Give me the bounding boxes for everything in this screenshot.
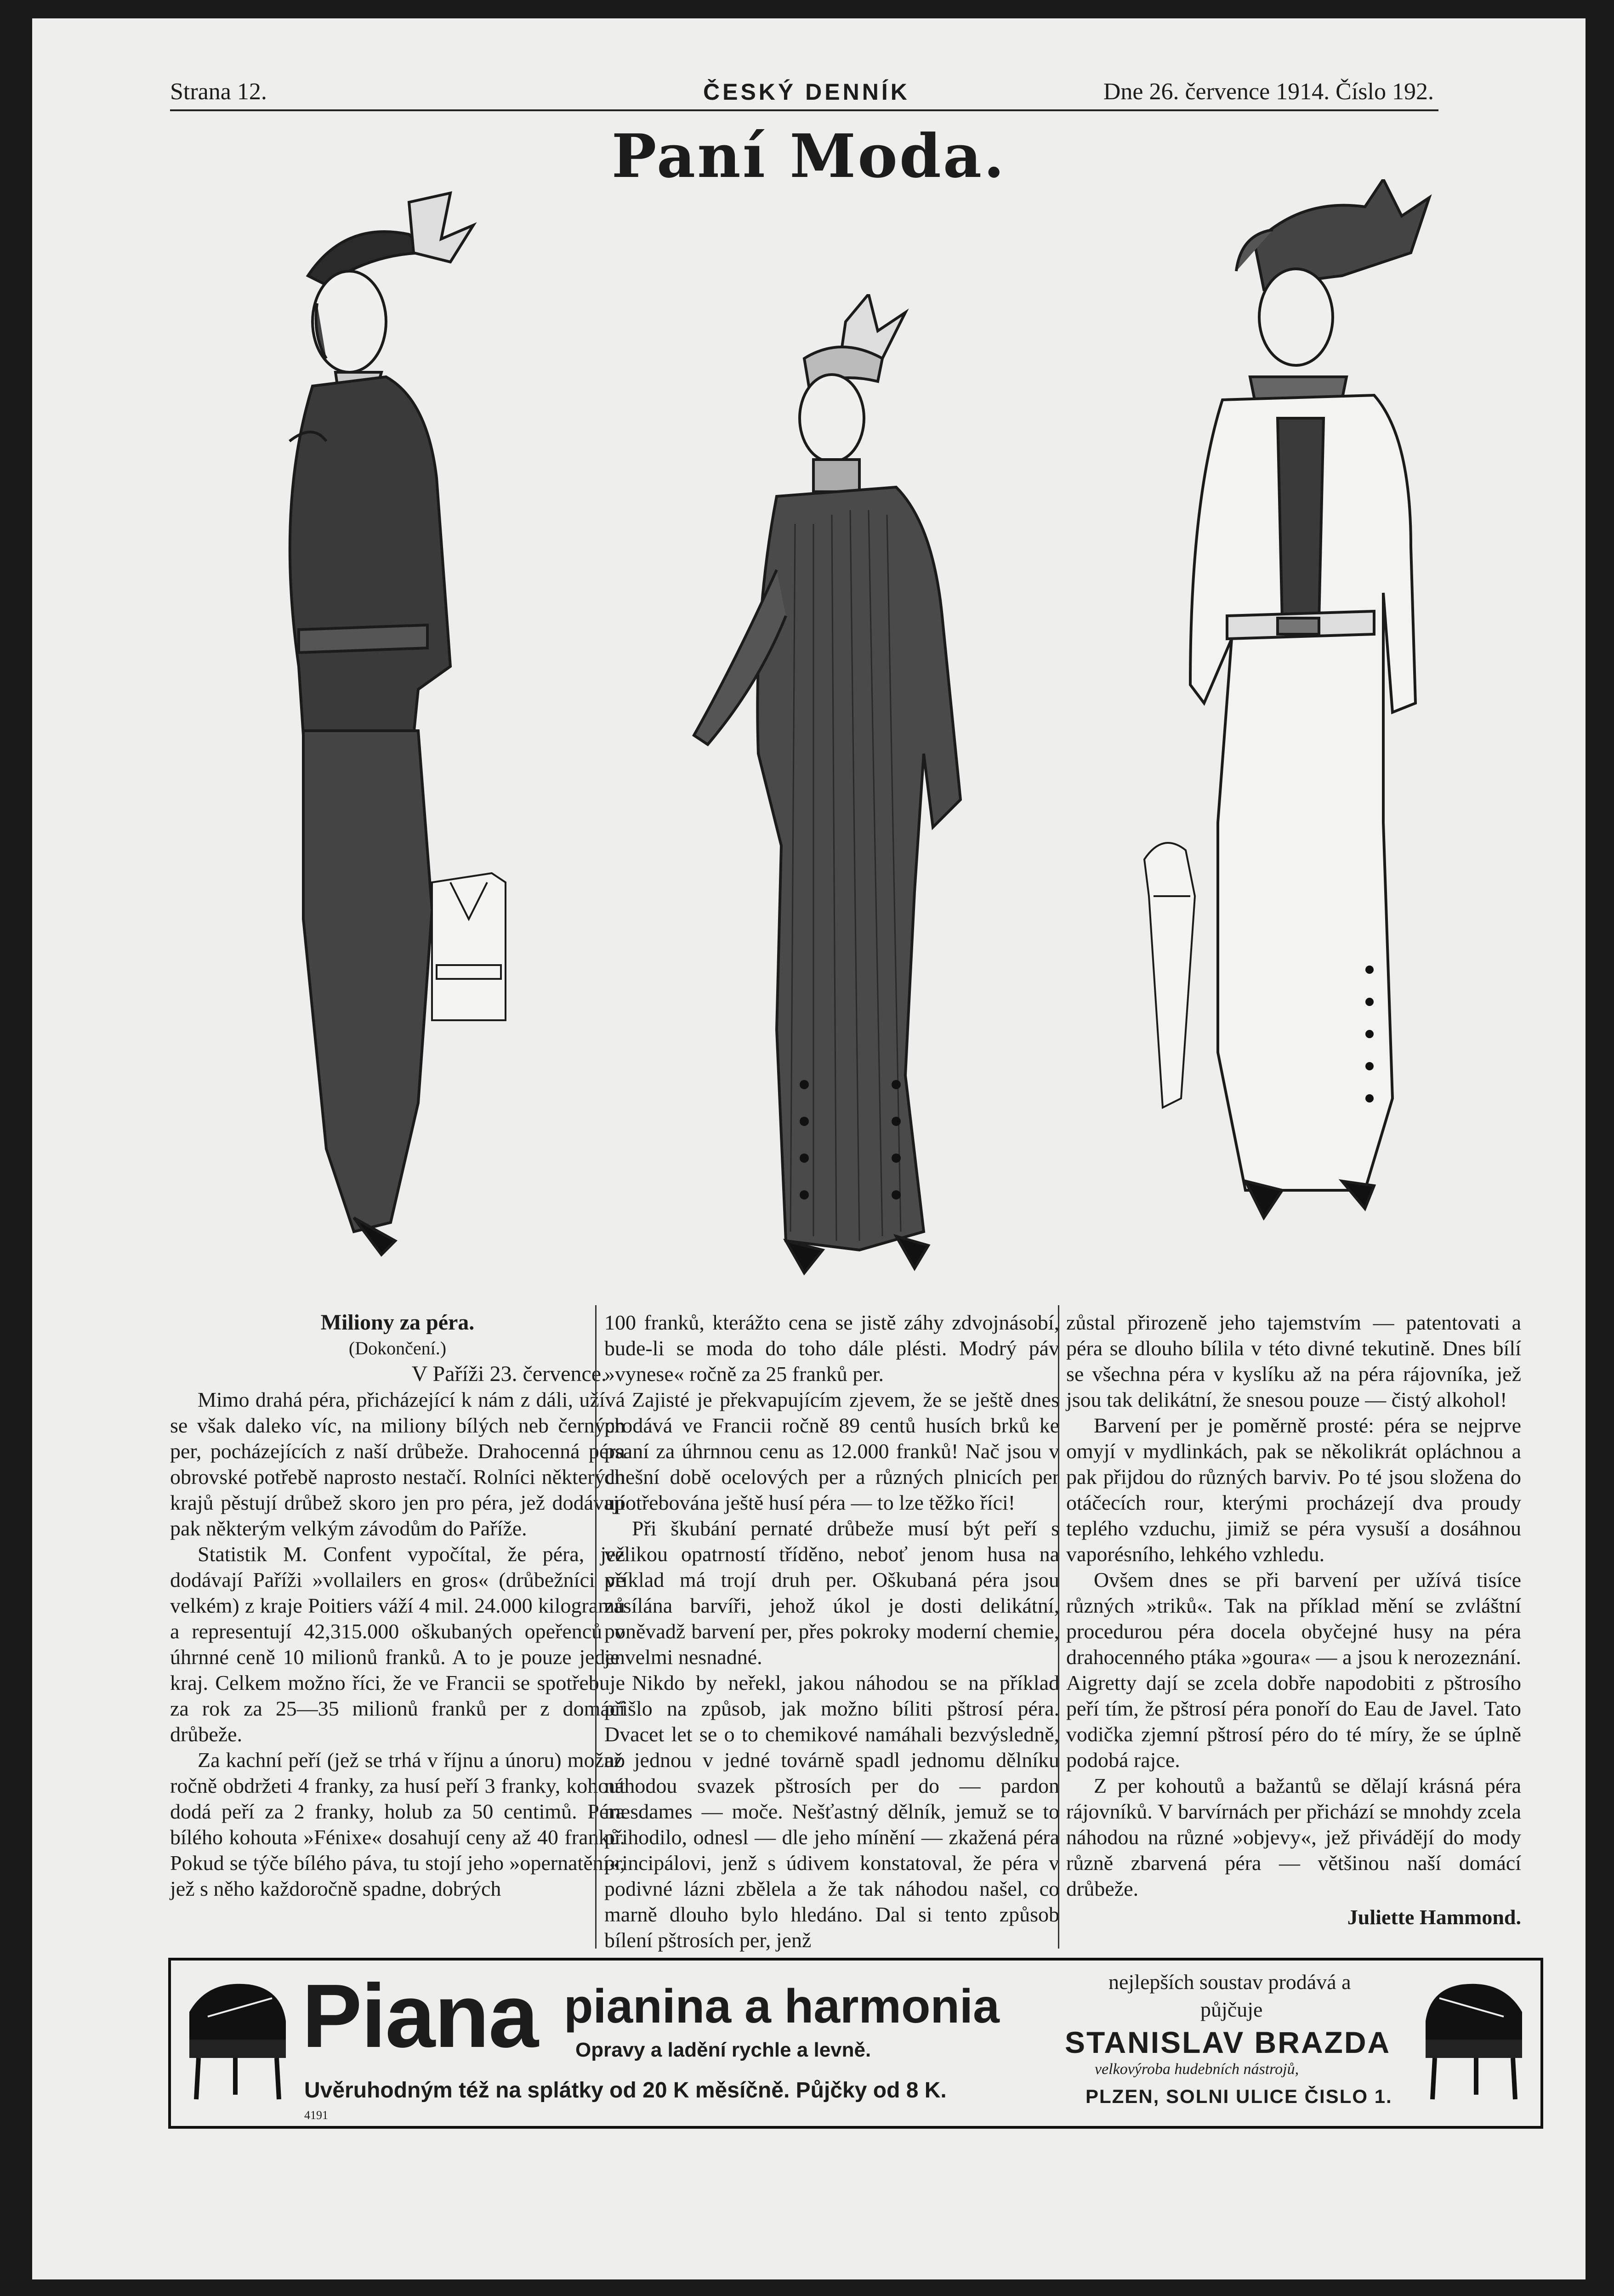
article-continued: (Dokončení.) [348, 1338, 447, 1358]
article-paragraph: Z per kohoutů a bažantů se dělají krásná péra rájovníků. V barvírnách per přichází se mnohdy zcela náhodou na různé »objevy«, jež přivádějí do mody různě zbarvená péra — většinou naší domácí drůbeže. [1066, 1774, 1521, 1900]
ad-address: PLZEN, SOLNI ULICE ČISLO 1. [1085, 2086, 1392, 2107]
ad-credit: Uvěruhodným též na splátky od 20 K měsíčně. Půjčky od 8 K. [304, 2078, 947, 2103]
article-paragraph: zůstal přirozeně jeho tajemstvím — patentovati a péra se dlouho bílila v této divné tekutině. Dnes bílí se všechna péra v kyslíku až na péra rájovníka, jež jsou tak delikátní, že snesou pouze — čistý alkohol! [1066, 1311, 1521, 1411]
article-title: Miliony za péra. [320, 1310, 475, 1335]
piano-advertisement [168, 1958, 1543, 2129]
article-paragraph: Při škubání pernaté drůbeže musí být peří s velikou opatrností tříděno, neboť jenom husa na příklad má trojí druh per. Oškubaná péra jsou zasílána barvíři, jehož úkol je dosti delikátní, poněvadž barvení per, přes pokroky moderní chemie, je velmi nesnadné. [604, 1517, 1059, 1669]
article-dateline: V Paříži 23. července. [411, 1362, 607, 1386]
ad-best-systems: nejlepších soustav prodává a [1108, 1970, 1351, 1994]
article-paragraph: Statistik M. Confent vypočítal, že péra, jež dodávají Paříži »vollailers en gros« (drůbežníci ve velkém) z kraje Poitiers váží 4 mil. 24.000 kilogramů a representují 42,315.000 oškubaných opeřenců v úhrnné ceně 10 milionů franků. A to je pouze jeden kraj. Celkem možno říci, že ve Francii se spotřebuje za rok za 25—35 milionů franků per z domácí drůbeže. [170, 1542, 625, 1746]
ad-pianina-heading: pianina a harmonia [564, 1980, 1000, 2033]
ad-piana-heading: Piana [302, 1966, 538, 2066]
fashion-figure-dark-jacket [234, 184, 556, 1287]
article-paragraph: Ovšem dnes se při barvení per užívá tisíce různých »triků«. Tak na příklad mění se zvláštní procedurou péra docela obyčejné husy na péra drahocenného ptáka »goura« — a jsou k nerozeznání. Aigretty dají se zcela dobře napodobiti z pštrosího peří tím, že pštrosí péra ponoří do Eau de Javel. Tato vodička zjemní pštrosí péro do té míry, že se úplně podobá rajce. [1066, 1568, 1521, 1772]
grand-piano-icon [1416, 1971, 1531, 2108]
column-rule [595, 1305, 597, 1949]
column-rule [1058, 1305, 1059, 1949]
article-paragraph: Nikdo by neřekl, jakou náhodou se na příklad přišlo na způsob, jak možno bíliti pštrosí péra. Dvacet let se o to chemikové namáhali bezvýsledně, až jednou v jedné továrně spadl jednomu dělníku náhodou svazek pštrosích per do — pardon mesdames — moče. Nešťastný dělník, jemuž se to přihodilo, odnesl — dle jeho mínění — zkažená péra principálovi, jenž s údivem konstatoval, že péra v podivné lázni zbělela a že tak náhodou našel, co marně dlouho bylo hledáno. Dal si tento způsob bílení pštrosích per, jenž [604, 1671, 1059, 1952]
article-signature: Juliette Hammond. [1347, 1905, 1521, 1929]
article-column-1 [170, 1310, 625, 1902]
article-paragraph: Barvení per je poměrně prosté: péra se nejprve omyjí v mydlinkách, pak se několikrát opláchnou a pak přijdou do různých barviv. Po té jsou složena do otáčecích rour, kterými procházejí dva proudy teplého vzduchu, jimiž se péra vysuší a dosáhnou vaporésního, lehkého vzhledu. [1066, 1414, 1521, 1566]
article-paragraph: Mimo drahá péra, přicházející k nám z dáli, užívá se však daleko víc, na miliony bílých neb černých per, pocházejících z naší drůbeže. Drahocenná péra obrovské potřebě naprosto nestačí. Rolníci některých krajů pěstují drůbež skoro jen pro péra, jež dodávají pak některým velkým závodům do Paříže. [170, 1388, 625, 1540]
page-number: Strana 12. [170, 79, 267, 105]
article-paragraph: 100 franků, kterážto cena se jistě záhy zdvojnásobí, bude-li se moda do toho dále plésti. Modrý páv »vynese« ročně za 25 franků per. [604, 1311, 1059, 1386]
fashion-figure-light-dress [1126, 179, 1475, 1282]
newspaper-name: ČESKÝ DENNÍK [703, 79, 910, 105]
section-title: Paní Moda. [611, 121, 1006, 191]
ad-firm-name: STANISLAV BRAZDA [1065, 2025, 1391, 2059]
article-column-3 [1066, 1310, 1521, 1930]
ad-code: 4191 [304, 2108, 328, 2122]
ad-rents: půjčuje [1200, 1998, 1263, 2021]
ad-repairs: Opravy a ladění rychle a levně. [575, 2039, 871, 2061]
article-paragraph: Za kachní peří (jež se trhá v říjnu a únoru) možno ročně obdržeti 4 franky, za husí peří 3 franky, kohout dodá peří za 2 franky, holub za 50 centimů. Péra bílého kohouta »Fénixe« dosahují ceny až 40 franků. Pokud se týče bílého páva, tu stojí jeho »opernatění«, jež s něho každoročně spadne, dobrých [170, 1748, 625, 1900]
article-column-2 [604, 1310, 1059, 1953]
article-paragraph: Zajisté je překvapujícím zjevem, že se ještě dnes prodává ve Francii ročně 89 centů husích brků ke psaní za úhrnnou cenu as 12.000 franků! Nač jsou v dnešní době ocelových per a různých plnicích per upotřebována ještě husí péra — to lze těžko říci! [604, 1388, 1059, 1514]
fashion-figure-striped-coat [666, 294, 1016, 1282]
issue-date: Dne 26. července 1914. Číslo 192. [1103, 79, 1434, 105]
grand-piano-icon [180, 1971, 295, 2108]
ad-manufacture: velkovýroba hudebních nástrojů, [1095, 2061, 1299, 2078]
newspaper-page [32, 18, 1586, 2279]
header-rule [170, 109, 1438, 111]
